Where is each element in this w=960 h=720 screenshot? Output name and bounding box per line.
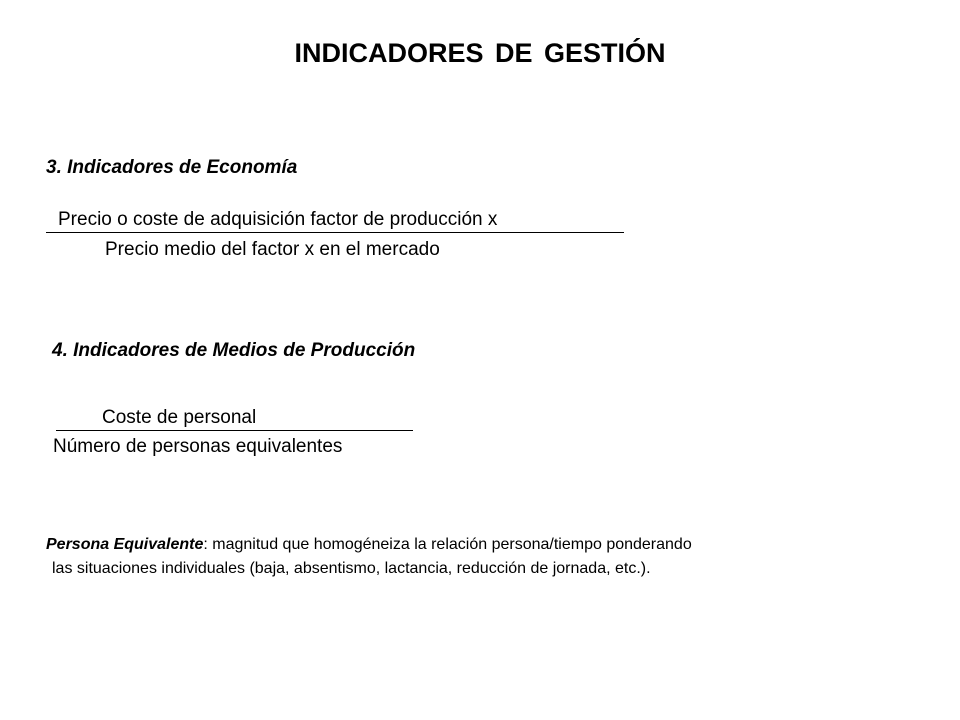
definition-line-1: [46, 536, 692, 554]
section-4-heading: 4. Indicadores de Medios de Producción: [52, 340, 416, 361]
definition-term: Persona Equivalente: [46, 536, 204, 553]
definition-line-2: las situaciones individuales (baja, absentismo, lactancia, reducción de jornada, etc.).: [52, 560, 651, 577]
definition-text: : magnitud que homogéneiza la relación persona/tiempo ponderando: [203, 536, 692, 553]
economy-fraction-denominator: Precio medio del factor x en el mercado: [105, 239, 440, 260]
production-fraction-numerator: Coste de personal: [56, 407, 413, 431]
section-3-heading: 3. Indicadores de Economía: [46, 157, 298, 178]
production-fraction-denominator: Número de personas equivalentes: [53, 436, 343, 457]
economy-fraction-numerator: Precio o coste de adquisición factor de producción x: [46, 209, 624, 233]
page-title: INDICADORES DE GESTIÓN: [294, 38, 666, 68]
